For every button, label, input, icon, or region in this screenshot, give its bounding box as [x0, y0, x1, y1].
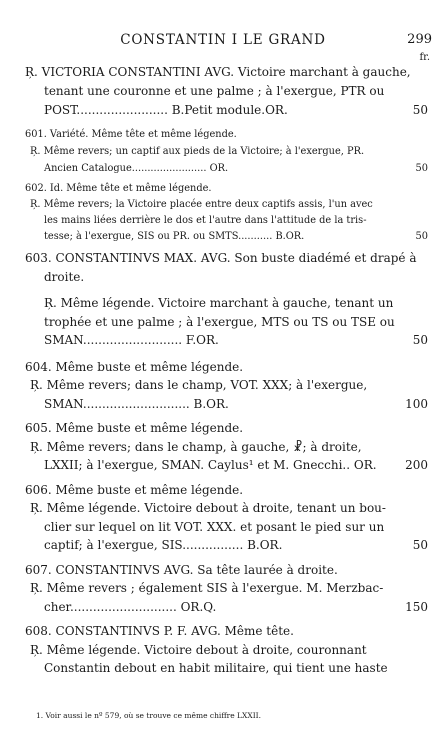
entry-line-text: 606. Même buste et même légende. — [25, 482, 244, 497]
entry-line — [0, 181, 446, 197]
entry-line-text: 607. CONSTANTINVS AVG. Sa tête laurée à droite. — [25, 562, 338, 577]
entry-line — [0, 536, 446, 555]
entry-line-text: 605. Même buste et même légende. — [25, 421, 244, 435]
entry-line — [0, 561, 446, 580]
entry-line-text: LXXII; à l'exergue, SMAN. Caylus¹ et M. Gnecchi.. OR. — [44, 458, 377, 472]
entry-line-text: SMAN............................ B.OR. — [44, 396, 229, 411]
entry-line — [0, 331, 446, 350]
entry-line — [0, 229, 446, 245]
entry-line — [0, 197, 446, 213]
entry-line — [0, 82, 446, 101]
entry-line — [0, 358, 446, 377]
entry-line — [0, 518, 446, 537]
entry-line-text: clier sur lequel on lit VOT. XXX. et posant le pied sur un — [44, 519, 385, 534]
entry-line — [0, 395, 446, 414]
catalogue-entry — [0, 181, 446, 245]
entry-line — [0, 63, 446, 82]
entry-line-text: Ŗ. VICTORIA CONSTANTINI AVG. Victoire marchant à gauche, — [25, 65, 411, 79]
entry-line-text: 602. Id. Même tête et même légende. — [25, 183, 212, 194]
entry-line-text: Ŗ. Même revers ; également SIS à l'exergue. M. Merzbac- — [30, 581, 384, 595]
entry-line-text: Ŗ. Même revers; la Victoire placée entre deux captifs assis, l'un avec — [30, 199, 373, 210]
entry-line — [0, 101, 446, 120]
page-number: 299 — [407, 32, 432, 47]
francs-column-label: fr. — [419, 52, 430, 63]
entry-line-text: 608. CONSTANTINVS P. F. AVG. Même tête. — [25, 624, 294, 638]
entry-line — [0, 499, 446, 518]
entry-line-text: droite. — [44, 269, 85, 284]
entry-line-text: Ŗ. Même revers; dans le champ, VOT. XXX; à l'exergue, — [30, 378, 368, 392]
entry-line-text: captif; à l'exergue, SIS................ B.OR. — [44, 538, 283, 552]
entry-line-text: cher............................ OR.Q. — [44, 599, 217, 614]
entry-line-text: Ŗ. Même légende. Victoire marchant à gauche, tenant un — [44, 296, 394, 310]
entry-line — [0, 456, 446, 475]
entry-line — [0, 143, 446, 160]
price-value: 50 — [412, 538, 428, 552]
entry-line — [0, 126, 446, 143]
entry-line-text: 603. CONSTANTINVS MAX. AVG. Son buste diadémé et drapé à — [25, 251, 417, 265]
entry-line — [0, 598, 446, 617]
entry-line-text: Ŗ. Même légende. Victoire debout à droite, tenant un bou- — [30, 501, 386, 515]
entry-line-text: Ŗ. Même revers; un captif aux pieds de la Victoire; à l'exergue, PR. — [30, 146, 365, 157]
entry-line-text: Ŗ. Même revers; dans le champ, à gauche, ☧; à droite, — [30, 439, 362, 454]
price-value: 50 — [412, 103, 428, 117]
footnote: 1. Voir aussi le nº 579, où se trouve ce même chiffre LXXII. — [36, 711, 262, 720]
catalogue-entry — [0, 419, 446, 475]
entry-line — [0, 659, 446, 678]
entry-line — [0, 268, 446, 287]
price-value: 50 — [415, 231, 428, 242]
catalogue-entry — [0, 358, 446, 414]
entry-line — [0, 213, 446, 229]
entry-line-text: 601. Variété. Même tête et même légende. — [25, 129, 237, 140]
entry-line — [0, 438, 446, 457]
entry-line-text: les mains liées derrière le dos et l'autre dans l'attitude de la tris- — [44, 215, 367, 226]
entry-line — [0, 419, 446, 438]
catalogue-entry — [0, 63, 446, 120]
catalogue-entry — [0, 622, 446, 678]
catalogue-entries — [0, 63, 446, 678]
entry-line-text: POST........................ B.Petit module.OR. — [44, 103, 288, 117]
entry-line-text: 604. Même buste et même légende. — [25, 359, 244, 374]
entry-line-text: tenant une couronne et une palme ; à l'exergue, PTR ou — [44, 84, 385, 98]
entry-line-text: Ancien Catalogue........................ OR. — [44, 163, 229, 174]
entry-line-text: trophée et une palme ; à l'exergue, MTS ou TS ou TSE ou — [44, 314, 395, 329]
entry-line-text: Ŗ. Même légende. Victoire debout à droite, couronnant — [30, 642, 367, 657]
price-value: 150 — [405, 599, 428, 614]
entry-line-text: Constantin debout en habit militaire, qui tient une haste — [44, 661, 388, 675]
entry-line — [0, 376, 446, 395]
entry-line — [0, 313, 446, 332]
catalogue-entry — [0, 481, 446, 555]
price-value: 50 — [415, 163, 428, 174]
entry-line — [0, 160, 446, 177]
entry-line-text: SMAN.......................... F.OR. — [44, 333, 219, 347]
entry-line — [0, 579, 446, 598]
price-value: 100 — [405, 396, 428, 411]
catalogue-entry — [0, 249, 446, 286]
price-value: 200 — [405, 458, 428, 472]
entry-line — [0, 249, 446, 268]
catalogue-entry — [0, 294, 446, 350]
price-value: 50 — [412, 333, 428, 347]
page-title: CONSTANTIN I LE GRAND — [120, 32, 326, 48]
entry-line — [0, 294, 446, 313]
entry-line — [0, 481, 446, 500]
entry-line — [0, 641, 446, 660]
entry-line-text: tesse; à l'exergue, SIS ou PR. ou SMTS........... B.OR. — [44, 231, 305, 242]
entry-line — [0, 622, 446, 641]
catalogue-entry — [0, 126, 446, 177]
catalogue-entry — [0, 561, 446, 617]
